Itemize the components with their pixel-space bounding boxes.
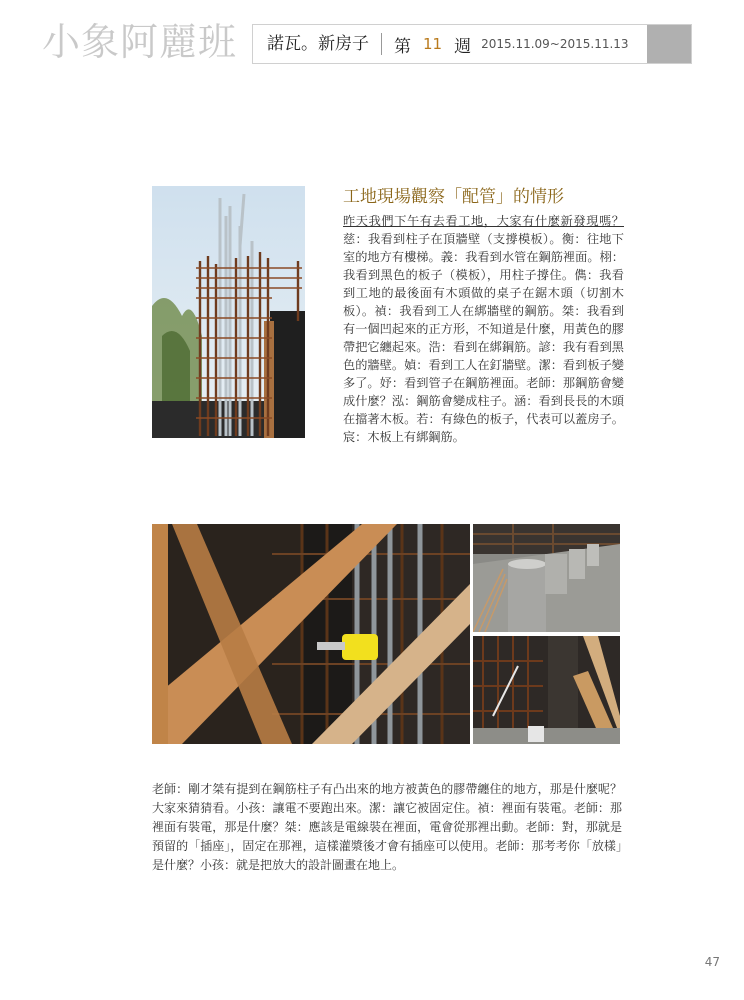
header-banner — [252, 24, 692, 64]
header-accent-block — [647, 25, 691, 63]
section-body — [343, 212, 624, 446]
date-range: 2015.11.09~2015.11.13 — [481, 37, 629, 51]
rebar-column-photo — [152, 186, 305, 438]
page-number: 47 — [704, 955, 720, 969]
yellow-tape-rebar-photo — [152, 524, 470, 744]
formwork-photo — [473, 636, 620, 744]
week-number: 11 — [423, 35, 443, 53]
photo-caption: 老師：剛才桀有提到在鋼筋柱子有凸出來的地方被黃色的膠帶纏住的地方，那是什麼呢？大家來猜猜看。小孩：讓電不要跑出來。潔：讓它被固定住。禎：裡面有裝電。老師：那裡面有裝電，那是什麼？桀：應該是電線裝在裡面，電會從那裡出動。老師：對，那就是預留的「插座」，固定在那裡，這樣灌漿後才會有插座可以使用。老師：那考考你「放樣」是什麼？小孩：就是把放大的設計圖畫在地上。 — [152, 782, 622, 872]
issue-title: 諾瓦。新房子 — [253, 33, 382, 55]
brand-title: 小象阿麗班 — [42, 20, 238, 64]
lead-question: 昨天我們下午有去看工地，大家有什麼新發現嗎？ — [343, 214, 624, 228]
week-prefix: 第 — [394, 36, 411, 57]
pipe-columns-photo — [473, 524, 620, 632]
week-suffix: 週 — [454, 36, 472, 57]
section-title: 工地現場觀察「配管」的情形 — [343, 187, 564, 207]
dialogue-text: 慈：我看到柱子在頂牆壁（支撐模板）。衡：往地下室的地方有樓梯。義：我看到水管在鋼筋裡面。栩：我看到黑色的板子（模板），用柱子撐住。儁：我看到工地的最後面有木頭做的桌子在鋸木頭（切割木板）。禎：我看到工人在綁牆壁的鋼筋。桀：我看到有一個凹起來的正方形，不知道是什麼，用黃色的膠帶把它纏起來。浩：看到在綁鋼筋。諺：我有看到黑色的牆壁。媜：看到工人在釘牆壁。潔：看到板子變多了。妤：看到管子在鋼筋裡面。老師：那鋼筋會變成什麼？泓：鋼筋會變成柱子。涵：看到長長的木頭在擋著木板。若：有綠色的板子，代表可以蓋房子。宸：木板上有綁鋼筋。 — [343, 232, 624, 444]
